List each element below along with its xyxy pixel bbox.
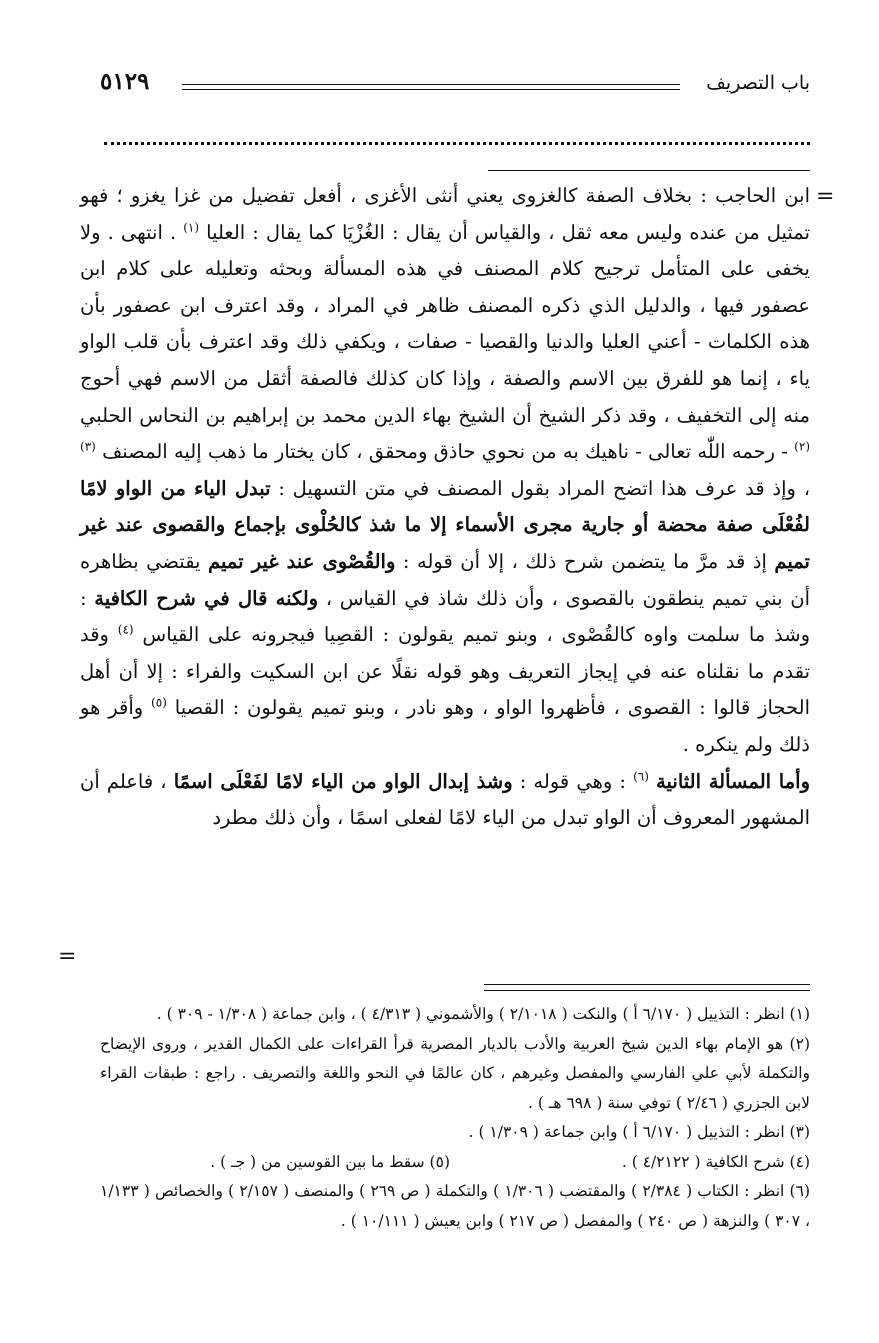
footnote-rule <box>484 984 810 985</box>
bold-quote: تبدل الياء من الواو لامًا لفُعْلَى صفة محضة أو جارية مجرى الأسماء إلا ما شذ كالحُلْوى بإجماع والقصوى عند غير تميم <box>80 476 810 573</box>
continuation-mark-end: = <box>58 944 77 969</box>
footnote-ref: (٢) <box>794 439 810 454</box>
text-run: وأقر هو ذلك ولم ينكره . <box>80 696 810 756</box>
footnote-3: (٣) انظر : التذييل ( ٦/١٧٠ أ ) وابن جماعة ( ١/٣٠٩ ) . <box>468 1123 810 1141</box>
text-run: ابن الحاجب : بخلاف الصفة كالغزوى يعني أنثى الأغزى ، أفعل تفضيل من غزا يغزو ؛ فهو تمثيل من عنده وليس معه ثقل ، والقياس أن يقال : الغُزْيَا كما يقال : العليا <box>80 184 811 244</box>
footnote-ref: (١) <box>183 220 200 235</box>
page-number: ٥١٢٩ <box>100 68 150 95</box>
footnote-5: (٥) سقط ما بين القوسين من ( جـ ) . <box>210 1152 450 1171</box>
text-run: إذ قد مرَّ ما يتضمن شرح ذلك ، إلا أن قوله : <box>395 549 775 573</box>
bold-quote: والقُصْوى عند غير تميم <box>208 549 396 573</box>
header-double-rule <box>182 84 680 90</box>
footnote-4: (٤) شرح الكافية ( ٤/٢١٢٢ ) . <box>621 1152 810 1171</box>
paragraph-2 <box>80 764 810 837</box>
footnote-ref: (٣) <box>80 439 96 454</box>
footnote-1: (١) انظر : التذييل ( ٦/١٧٠ أ ) والنكت ( ٢/١٠١٨ ) والأشموني ( ٤/٣١٣ ) ، وابن جماعة ( ١/٣٠٨ - ٣٠٩ ) . <box>156 1005 810 1023</box>
footnotes <box>100 1000 810 1236</box>
dotted-separator <box>104 142 810 155</box>
continuation-mark-start: = <box>816 184 835 209</box>
footnote-6: (٦) انظر : الكتاب ( ٢/٣٨٤ ) والمقتضب ( ١/٣٠٦ ) والتكملة ( ص ٢٦٩ ) والمنصف ( ٢/١٥٧ ) والخصائص ( ١/١٣٣ ، ٣٠٧ ) والنزهة ( ص ٢٤٠ ) والمفصل ( ص ٢١٧ ) وابن يعيش ( ١٠/١١١ ) . <box>100 1182 810 1230</box>
footnote-ref: (٥) <box>151 695 167 710</box>
text-run: - رحمه اللّٰه تعالى - ناهيك به من نحوي حاذق ومحقق ، كان يختار ما ذهب إليه المصنف <box>95 440 795 464</box>
top-short-rule <box>488 170 810 171</box>
paragraph-1 <box>80 178 810 764</box>
footnote-ref: (٦) <box>633 769 649 783</box>
footnote-ref: (٤) <box>117 622 134 637</box>
bold-quote: وشذ إبدال الواو من الياء لامًا لفَعْلَى اسمًا <box>173 769 513 793</box>
running-header <box>100 68 810 104</box>
text-run: وقد تقدم ما نقلناه عنه في إيجاز التعريف وهو قوله نقلًا عن ابن السكيت والفراء : إلا أن أهل الحجاز قالوا : القصوى ، فأظهروا الواو ، وهو نادر ، وبنو تميم يقولون : القصيا <box>80 623 811 720</box>
section-title: باب التصريف <box>706 72 810 94</box>
text-run: ، وإذ قد عرف هذا اتضح المراد بقول المصنف في متن التسهيل : <box>270 476 810 500</box>
bold-quote: ولكنه قال في شرح الكافية <box>94 586 319 610</box>
bold-heading: وأما المسألة الثانية <box>656 769 810 793</box>
text-run: : وشذ ما سلمت واوه كالقُصْوى ، وبنو تميم يقولون : القصِيا فيجرونه على القياس <box>80 586 810 647</box>
main-text <box>80 178 810 837</box>
footnote-2: (٢) هو الإمام بهاء الدين شيخ العربية والأدب بالديار المصرية قرأ القراءات على الكمال القدير ، وروى الإيضاح والتكملة لأبي علي الفارسي والمفصل وغيرهم ، كان عالمًا في النحو واللغة والتصريف . راجع : طبقات القراء لابن الجزري ( ٢/٤٦ ) توفي سنة ( ٦٩٨ هـ ) . <box>100 1034 810 1112</box>
text-run: ، فاعلم أن المشهور المعروف أن الواو تبدل من الياء لامًا لفعلى اسمًا ، وأن ذلك مطرد <box>80 769 810 830</box>
text-run: : وهي قوله : <box>512 769 634 793</box>
footnote-rule-second <box>484 990 810 991</box>
footnote-row-4-5 <box>100 1148 810 1178</box>
text-run: يقتضي بظاهره أن بني تميم ينطقون بالقصوى ، وأن ذلك شاذ في القياس ، <box>80 549 810 610</box>
text-run: . انتهى . ولا يخفى على المتأمل ترجيح كلام المصنف في هذه المسألة وبحثه وتعليله على كلام ابن عصفور فيها ، والدليل الذي ذكره المصنف ظاهر في المراد ، وقد اعترف ابن عصفور بأن هذه الكلمات - أعني العليا والدنيا والقصيا - صفات ، ويكفي ذلك وقد اعترف بأن قلب الواو ياء ، إنما هو للفرق بين الاسم والصفة ، وإذا كان كذلك فالصفة أثقل من الاسم فهي أحوج منه إلى التخفيف ، وقد ذكر الشيخ أن الشيخ بهاء الدين محمد بن إبراهيم بن النحاس الحلبي <box>80 220 810 427</box>
